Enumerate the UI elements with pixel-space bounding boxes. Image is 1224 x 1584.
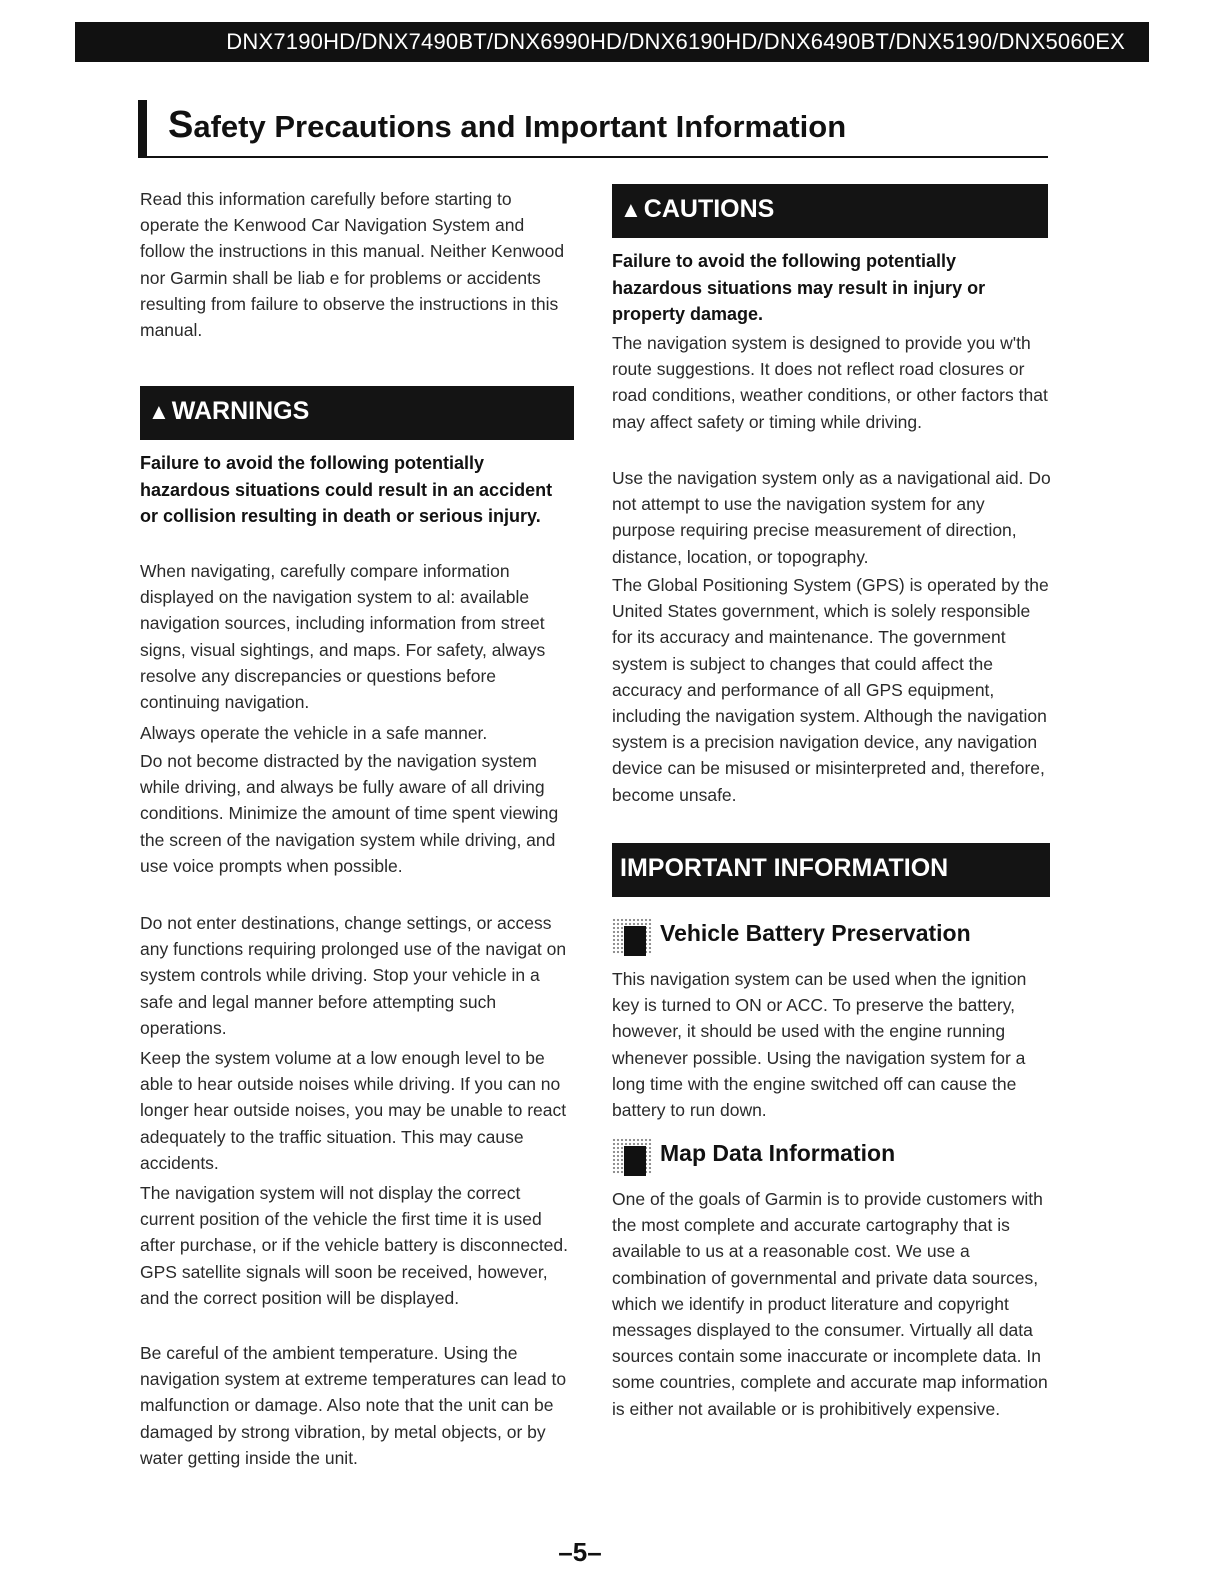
intro-paragraph: Read this information carefully before starting to operate the Kenwood Car Navigation System and follow the instructions in this manual. Neither Kenwood nor Garmin shall be liab e for problems or accidents resulting from failure to observe the instructions in this manual. xyxy=(140,189,565,341)
warning-paragraph: Keep the system volume at a low enough level to be able to hear outside noises while driving. If you can no longer hear outside noises, you may be unable to react adequately to the traffic situation. This may cause accidents. xyxy=(140,1048,567,1173)
section-title xyxy=(138,100,1048,158)
important-info-banner xyxy=(612,843,1050,897)
battery-paragraph: This navigation system can be used when the ignition key is turned to ON or ACC. To preserve the battery, however, it should be used with the engine running whenever possible. Using the navigation system for a long time with the engine switched off can cause the battery to run down. xyxy=(612,969,1027,1121)
page-title xyxy=(168,104,846,147)
title-bar-marker xyxy=(138,100,147,156)
cautions-label: CAUTIONS xyxy=(643,195,775,223)
map-data-paragraph: One of the goals of Garmin is to provide customers with the most complete and accurate cartography that is available to us at a reasonable cost. We use a combination of governmental and private data sources, which we identify in product literature and copyright messages displayed to the consumer. Virtually all data sources contain some inaccurate or incomplete data. In some countries, complete and accurate map information is either not available or is prohibitively expensive. xyxy=(612,1189,1048,1419)
warnings-lead: Failure to avoid the following potentially hazardous situations could result in an accident or collision resulting in death or serious injury. xyxy=(140,453,553,526)
important-info-label: IMPORTANT INFORMATION xyxy=(620,854,949,882)
cautions-banner xyxy=(612,184,1048,238)
warning-paragraph: When navigating, carefully compare information displayed on the navigation system to al: available navigation sources, including information from street signs, visual sightings, and maps. For safety, always resolve any discrepancies or questions before continuing navigation. xyxy=(140,561,546,713)
map-data-subheading xyxy=(612,1138,1052,1178)
model-list: DNX7190HD/DNX7490BT/DNX6990HD/DNX6190HD/DNX6490BT/DNX5190/DNX5060EX xyxy=(226,29,1125,54)
title-rest: afety Precautions and Important Information xyxy=(193,109,847,144)
map-data-heading: Map Data Information xyxy=(660,1140,896,1166)
battery-subheading xyxy=(612,918,1052,958)
caution-paragraph: The Global Positioning System (GPS) is operated by the United States government, which is solely responsible for its accuracy and maintenance. The government system is subject to changes that could affect the accuracy and performance of all GPS equipment, including the navigation system. Although the navigation system is a precision navigation device, any navigation device can be misused or misinterpreted and, therefore, become unsafe. xyxy=(612,575,1049,805)
warning-paragraph: Do not become distracted by the navigation system while driving, and always be fully aware of all driving conditions. Minimize the amount of time spent viewing the screen of the navigation system while driving, and use voice prompts when possible. xyxy=(140,751,559,876)
warning-paragraph: Do not enter destinations, change settings, or access any functions requiring prolonged use of the navigat on system controls while driving. Stop your vehicle in a safe and legal manner before attempting such operations. xyxy=(140,913,567,1038)
battery-heading: Vehicle Battery Preservation xyxy=(660,920,971,946)
warning-paragraph: Be careful of the ambient temperature. Using the navigation system at extreme temperatures can lead to malfunction or damage. Also note that the unit can be damaged by strong vibration, by metal objects, or by water getting inside the unit. xyxy=(140,1343,567,1468)
warnings-banner xyxy=(140,386,574,440)
page-number: –5– xyxy=(558,1537,602,1567)
section-marker-icon xyxy=(612,918,652,954)
warning-paragraph: The navigation system will not display the correct current position of the vehicle the first time it is used after purchase, or if the vehicle battery is disconnected. GPS satellite signals will soon be received, however, and the correct position will be displayed. xyxy=(140,1183,569,1308)
model-header-bar xyxy=(75,22,1149,62)
cautions-lead: Failure to avoid the following potentially hazardous situations may result in injury or property damage. xyxy=(612,251,986,324)
caution-paragraph: Use the navigation system only as a navigational aid. Do not attempt to use the navigation system for any purpose requiring precise measurement of direction, distance, location, or topography. xyxy=(612,468,1051,567)
caution-paragraph: The navigation system is designed to provide you w'th route suggestions. It does not reflect road closures or road conditions, weather conditions, or other factors that may affect safety or timing while driving. xyxy=(612,333,1048,432)
warning-paragraph: Always operate the vehicle in a safe manner. xyxy=(140,723,488,743)
warning-triangle-icon: ▲ xyxy=(148,399,170,424)
warnings-label: WARNINGS xyxy=(171,397,310,425)
title-initial: S xyxy=(168,104,194,146)
section-marker-icon xyxy=(612,1138,652,1174)
caution-triangle-icon: ▲ xyxy=(620,197,642,222)
